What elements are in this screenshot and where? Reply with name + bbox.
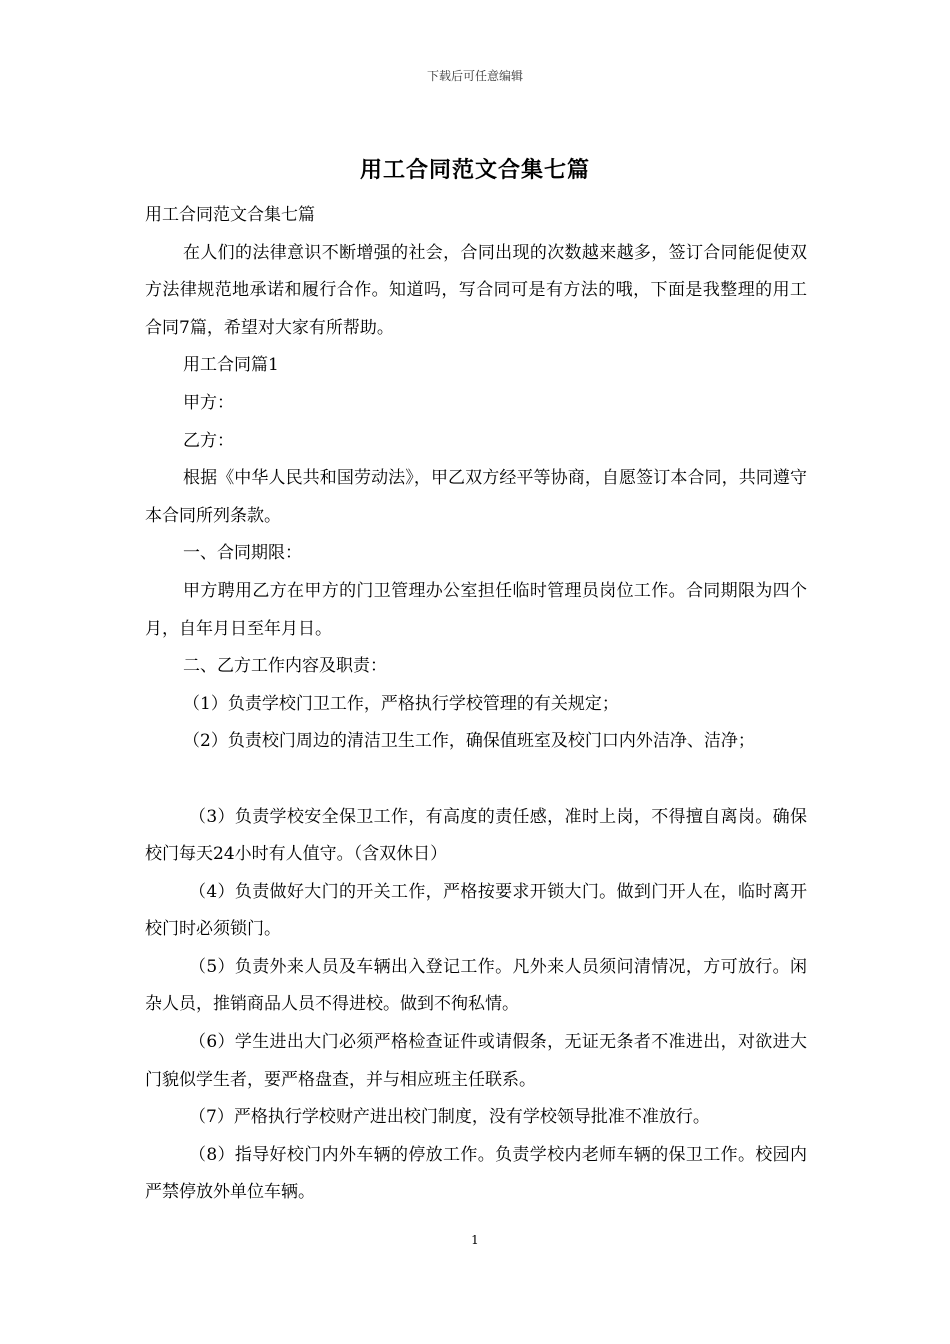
duty-item-4: （4）负责做好大门的开关工作，严格按要求开锁大门。做到门开人在，临时离开校门时必须锁门。 xyxy=(145,881,807,940)
duty-item-3: （3）负责学校安全保卫工作，有高度的责任感，准时上岗，不得擅自离岗。确保校门每天24小时有人值守。（含双休日） xyxy=(145,806,807,865)
section1-heading: 一、合同期限： xyxy=(183,543,302,564)
page-header: 下载后可任意编辑 xyxy=(426,69,523,83)
duty-item-1: （1）负责学校门卫工作，严格执行学校管理的有关规定； xyxy=(183,693,619,714)
duty-item-8: （8）指导好校门内外车辆的停放工作。负责学校内老师车辆的保卫工作。校园内严禁停放外单位车辆。 xyxy=(145,1144,807,1203)
section1-text: 甲方聘用乙方在甲方的门卫管理办公室担任临时管理员岗位工作。合同期限为四个月，自年月日至年月日。 xyxy=(145,580,807,639)
party-a-label: 甲方： xyxy=(183,392,234,413)
duty-item-6: （6）学生进出大门必须严格检查证件或请假条，无证无条者不准进出，对欲进大门貌似学生者，要严格盘查，并与相应班主任联系。 xyxy=(145,1032,807,1090)
duty-item-2: （2）负责校门周边的清洁卫生工作，确保值班室及校门口内外洁净、洁净； xyxy=(183,731,755,752)
document-body xyxy=(145,197,807,1212)
duty-item-5: （5）负责外来人员及车辆出入登记工作。凡外来人员须问清情况，方可放行。闲杂人员，推销商品人员不得进校。做到不徇私情。 xyxy=(145,956,807,1015)
contract-title: 用工合同篇1 xyxy=(183,355,279,376)
subtitle: 用工合同范文合集七篇 xyxy=(145,205,315,225)
party-b-label: 乙方： xyxy=(183,430,234,451)
page-number: 1 xyxy=(471,1233,479,1247)
preamble-paragraph: 根据《中华人民共和国劳动法》，甲乙双方经平等协商，自愿签订本合同，共同遵守本合同所列条款。 xyxy=(145,468,807,526)
blank-line xyxy=(145,761,807,799)
intro-paragraph: 在人们的法律意识不断增强的社会，合同出现的次数越来越多，签订合同能促使双方法律规范地承诺和履行合作。知道吗，写合同可是有方法的哦，下面是我整理的用工合同7篇，希望对大家有所帮助。 xyxy=(145,242,807,338)
section2-heading: 二、乙方工作内容及职责： xyxy=(183,656,387,677)
duty-item-7: （7）严格执行学校财产进出校门制度，没有学校领导批准不准放行。 xyxy=(189,1107,710,1128)
document-title: 用工合同范文合集七篇 xyxy=(359,157,590,183)
